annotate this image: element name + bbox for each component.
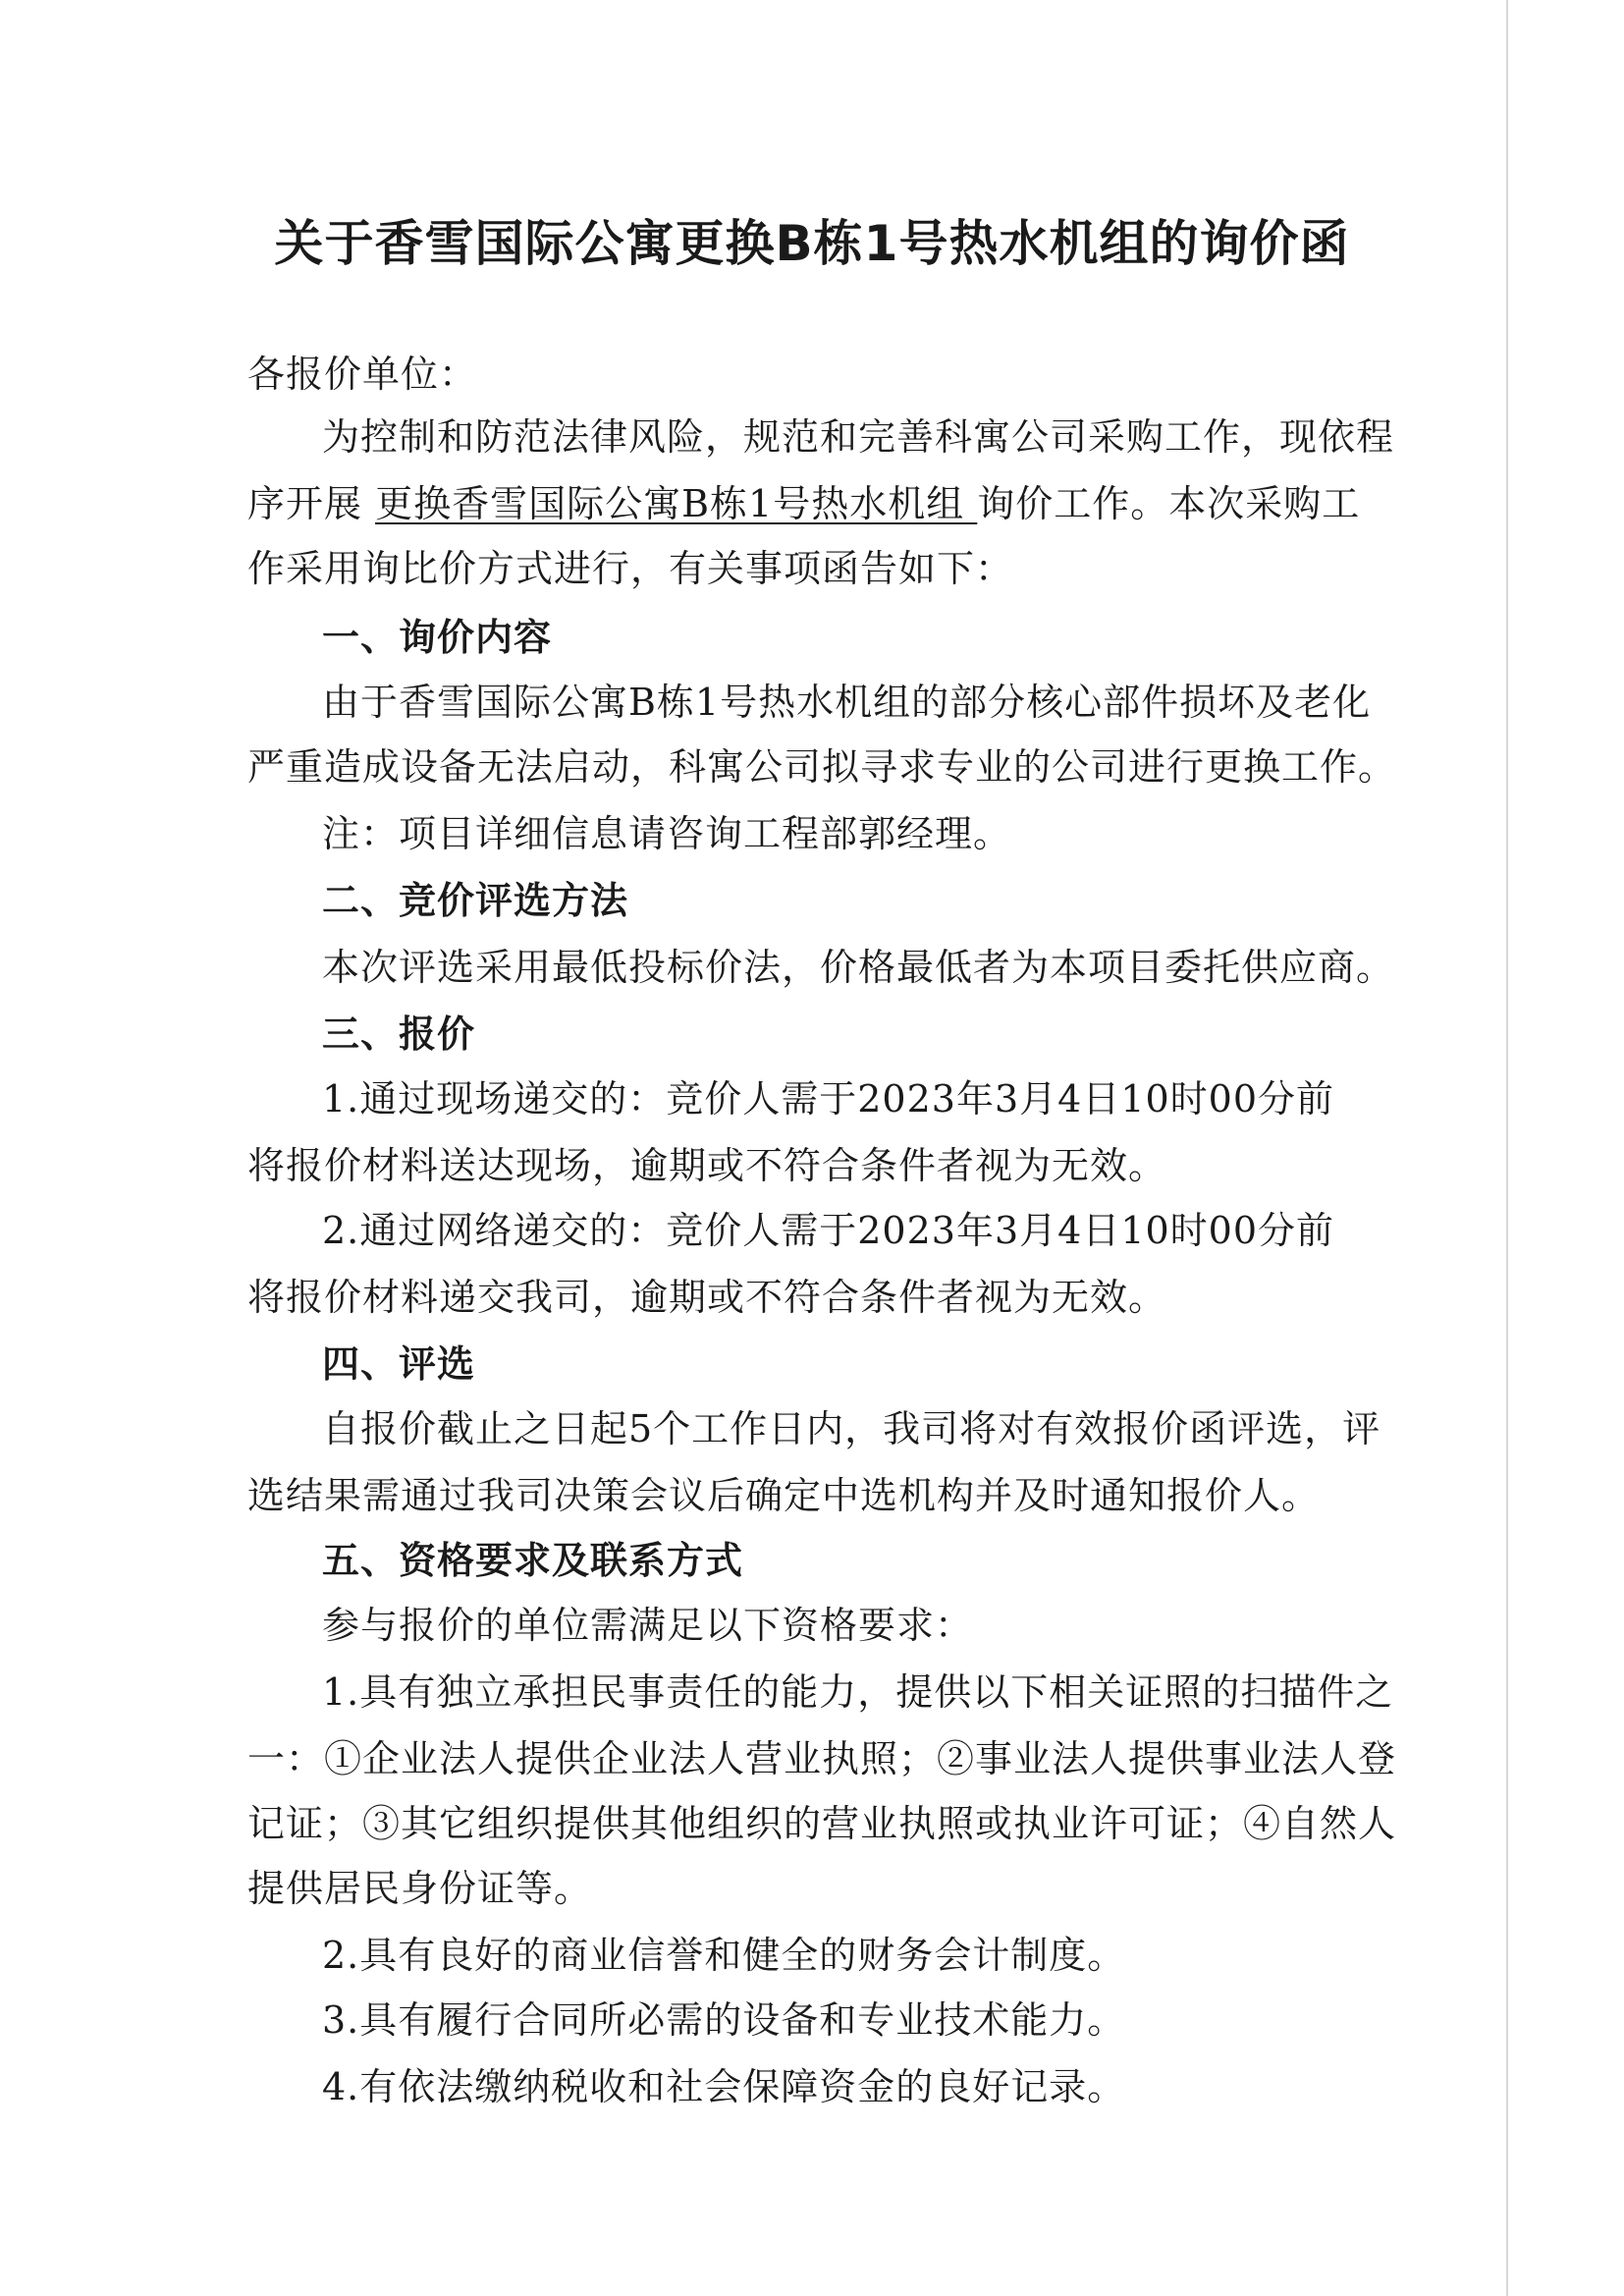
requirement-1-line-2: 一：①企业法人提供企业法人营业执照；②事业法人提供事业法人登 [247, 1737, 1397, 1780]
requirement-2: 2.具有良好的商业信誉和健全的财务会计制度。 [322, 1934, 1126, 1977]
intro-line-3: 作采用询比价方式进行，有关事项函告如下： [247, 547, 1014, 590]
requirement-3: 3.具有履行合同所必需的设备和专业技术能力。 [322, 1998, 1126, 2042]
section-3-item-2-line-1: 2.通过网络递交的：竞价人需于2023年3月4日10时00分前 [322, 1209, 1335, 1252]
document-title: 关于香雪国际公寓更换B栋1号热水机组的询价函 [274, 215, 1350, 272]
section-3-item-1-line-2: 将报价材料送达现场，逾期或不符合条件者视为无效。 [247, 1144, 1167, 1187]
section-5-heading: 五、资格要求及联系方式 [322, 1539, 744, 1582]
project-name-underlined: 更换香雪国际公寓B栋1号热水机组 [375, 482, 978, 525]
scan-edge-line [1506, 0, 1508, 2296]
section-2-line-1: 本次评选采用最低投标价法，价格最低者为本项目委托供应商。 [322, 946, 1395, 989]
section-1-line-2: 严重造成设备无法启动，科寓公司拟寻求专业的公司进行更换工作。 [247, 745, 1397, 789]
section-4-heading: 四、评选 [322, 1342, 476, 1386]
intro-line-2-suffix: 询价工作。本次采购工 [977, 482, 1361, 525]
requirement-1-line-3: 记证；③其它组织提供其他组织的营业执照或执业许可证；④自然人 [247, 1802, 1397, 1845]
intro-line-1: 为控制和防范法律风险，规范和完善科寓公司采购工作，现依程 [322, 415, 1395, 459]
section-4-line-2: 选结果需通过我司决策会议后确定中选机构并及时通知报价人。 [247, 1474, 1321, 1517]
section-4-line-1: 自报价截止之日起5个工作日内，我司将对有效报价函评选，评 [322, 1407, 1381, 1450]
salutation: 各报价单位： [247, 353, 478, 396]
requirement-1-line-1: 1.具有独立承担民事责任的能力，提供以下相关证照的扫描件之 [322, 1670, 1394, 1714]
intro-line-2 [247, 481, 1386, 526]
section-3-heading: 三、报价 [322, 1012, 476, 1056]
section-3-item-1-line-1: 1.通过现场递交的：竞价人需于2023年3月4日10时00分前 [322, 1077, 1335, 1121]
section-1-note: 注：项目详细信息请咨询工程部郭经理。 [322, 812, 1012, 855]
requirement-4: 4.有依法缴纳税收和社会保障资金的良好记录。 [322, 2065, 1126, 2108]
section-3-item-2-line-2: 将报价材料递交我司，逾期或不符合条件者视为无效。 [247, 1276, 1167, 1319]
requirement-1-line-4: 提供居民身份证等。 [247, 1867, 593, 1910]
section-1-heading: 一、询价内容 [322, 616, 553, 659]
section-2-heading: 二、竞价评选方法 [322, 879, 629, 922]
intro-line-2-prefix: 序开展 [247, 482, 376, 525]
section-5-intro: 参与报价的单位需满足以下资格要求： [322, 1604, 974, 1647]
section-1-line-1: 由于香雪国际公寓B栋1号热水机组的部分核心部件损坏及老化 [322, 681, 1372, 724]
